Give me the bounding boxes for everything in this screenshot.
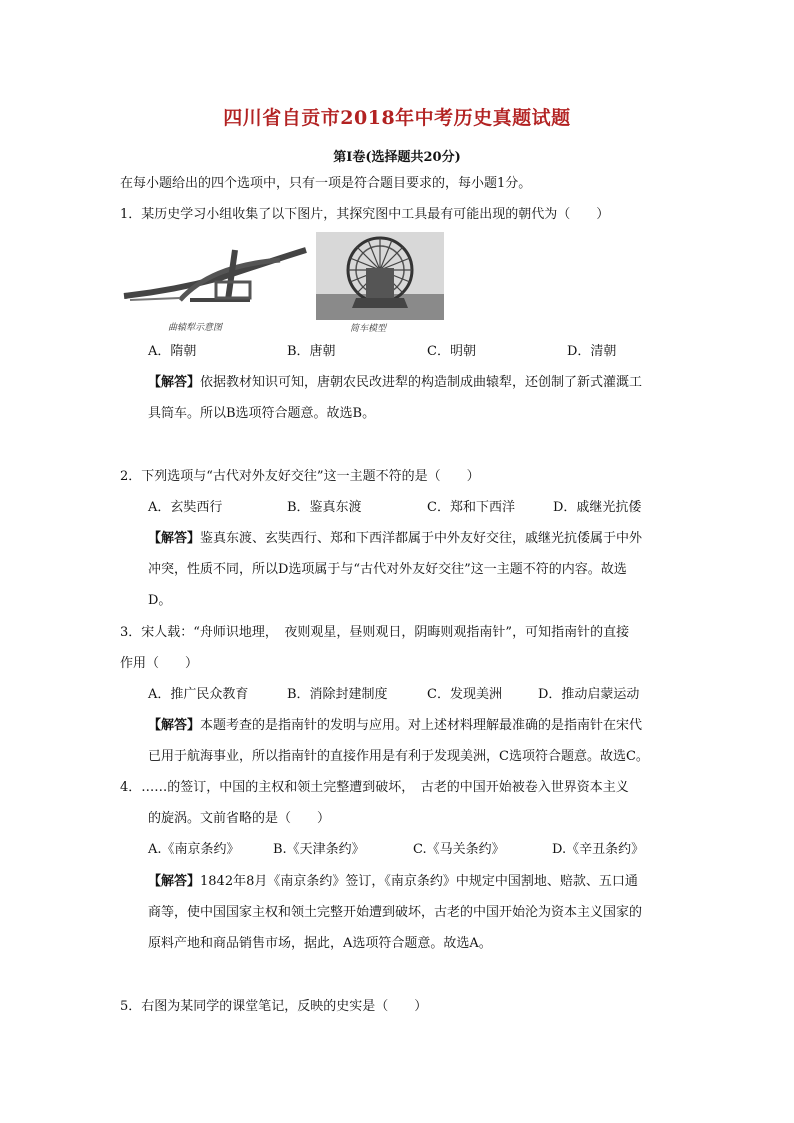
q1-stem: 1．某历史学习小组收集了以下图片，其探究图中工具最有可能出现的朝代为（ ） [120,207,610,222]
q4-answer-line-2: 商等，使中国国家主权和领土完整开始遭到破坏，古老的中国开始沦为资本主义国家的 [148,905,643,920]
section-heading: 第Ⅰ卷(选择题共20分) [333,150,461,165]
plow-caption: 曲辕犁示意图 [168,323,223,333]
q3-option-a: A．推广民众教育 [148,687,249,702]
q4-answer-line-1 [148,872,638,892]
waterwheel-icon [316,232,444,320]
q2-answer-tag: 【解答】 [148,531,201,546]
q3-option-c: C．发现美洲 [427,687,502,702]
q4-answer-line-3: 原料产地和商品销售市场，据此，A选项符合题意。故选A。 [148,936,492,951]
q1-answer-text-1: 依据教材知识可知，唐朝农民改进犁的构造制成曲辕犁，还创制了新式灌溉工 [200,375,643,390]
q1-option-c: C．明朝 [427,344,476,359]
q2-answer-line-2: 冲突，性质不同，所以D选项属于与“古代对外友好交往”这一主题不符的内容。故选 [148,562,627,577]
q3-stem-line-1: 3．宋人载：“舟师识地理， 夜则观星，昼则观日，阴晦则观指南针”，可知指南针的直接 [120,625,630,640]
q2-answer-line-1 [148,529,642,549]
q3-answer-text-1: 本题考查的是指南针的发明与应用。对上述材料理解最准确的是指南针在宋代 [200,718,643,733]
q1-option-d: D．清朝 [567,344,617,359]
q2-option-d: D．戚继光抗倭 [553,500,642,515]
q4-answer-text-1: 1842年8月《南京条约》签订，《南京条约》中规定中国割地、赔款、五口通 [200,874,638,889]
q1-answer-line-1 [148,373,642,393]
wheel-caption: 简车模型 [350,324,387,334]
q2-answer-text-1: 鉴真东渡、玄奘西行、郑和下西洋都属于中外友好交往，戚继光抗倭属于中外 [200,531,643,546]
q4-stem-line-2: 的旋涡。文前省略的是（ ） [148,811,331,826]
q5-stem: 5．右图为某同学的课堂笔记，反映的史实是（ ） [120,999,428,1014]
q1-option-a: A．隋朝 [148,344,197,359]
q4-option-b: B.《天津条约》 [273,842,365,857]
q4-option-c: C.《马关条约》 [413,842,505,857]
q3-option-d: D．推动启蒙运动 [538,687,640,702]
q3-option-b: B．消除封建制度 [287,687,388,702]
q3-stem-line-2: 作用（ ） [120,656,199,671]
q2-option-c: C．郑和下西洋 [427,500,515,515]
q2-answer-line-3: D。 [148,593,172,608]
document-title: 四川省自贡市2018年中考历史真题试题 [223,107,571,129]
q2-stem: 2．下列选项与“古代对外友好交往”这一主题不符的是（ ） [120,469,480,484]
waterwheel-figure [316,232,444,332]
q1-answer-line-2: 具筒车。所以B选项符合题意。故选B。 [148,406,376,421]
curved-plow-icon [120,238,310,318]
q2-option-a: A．玄奘西行 [148,500,223,515]
q4-stem-line-1: 4．……的签订，中国的主权和领土完整遭到破坏， 古老的中国开始被卷入世界资本主义 [120,780,629,795]
q3-answer-line-1 [148,716,642,736]
q1-answer-tag: 【解答】 [148,375,201,390]
q4-option-a: A.《南京条约》 [148,842,240,857]
q3-answer-tag: 【解答】 [148,718,201,733]
q3-answer-line-2: 已用于航海事业，所以指南针的直接作用是有利于发现美洲，C选项符合题意。故选C。 [148,749,649,764]
q4-answer-tag: 【解答】 [148,874,201,889]
instructions: 在每小题给出的四个选项中，只有一项是符合题目要求的，每小题1分。 [120,176,532,191]
curved-plow-figure [120,238,310,333]
q2-option-b: B．鉴真东渡 [287,500,362,515]
q4-option-d: D.《辛丑条约》 [552,842,645,857]
q1-option-b: B．唐朝 [287,344,336,359]
